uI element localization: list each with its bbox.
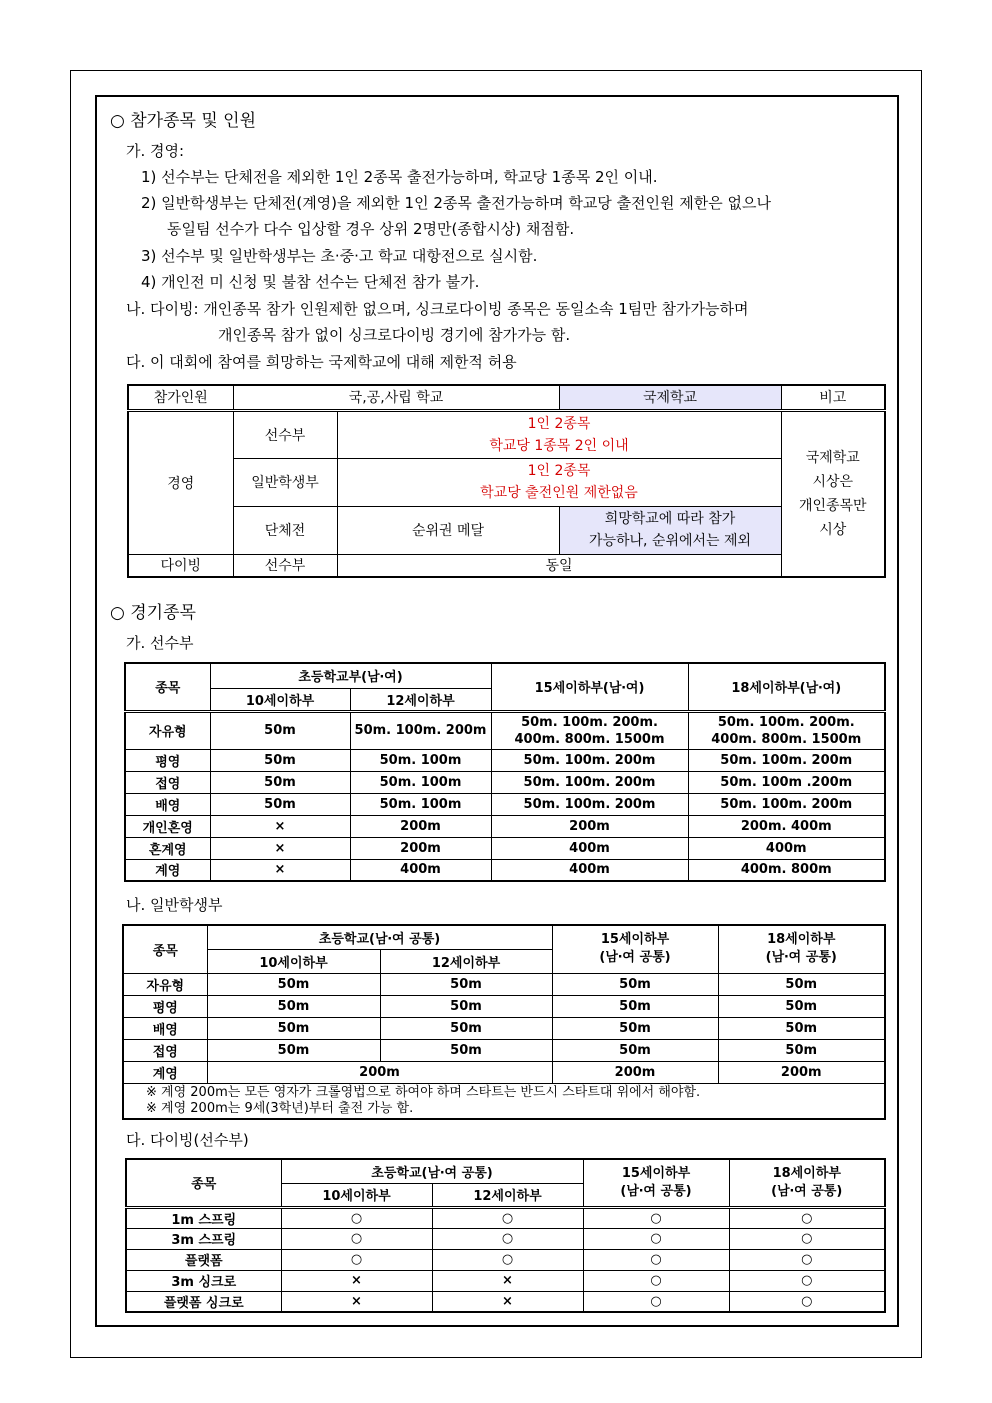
t3-relay-elem: 200m: [207, 1061, 552, 1083]
t2-event: 배영: [125, 793, 210, 815]
t3-header-u15: [552, 925, 718, 973]
t2-u10: ×: [210, 815, 350, 837]
t2-u12: 50m. 100m: [350, 793, 491, 815]
t2-u10: 50m: [210, 771, 350, 793]
t3-u18: 50m: [718, 973, 885, 995]
t2-event: 개인혼영: [125, 815, 210, 837]
t4-u10: ○: [281, 1249, 432, 1270]
t2-u12: 50m. 100m: [350, 771, 491, 793]
t4-header-u18-l1: 18세이하부: [772, 1165, 841, 1181]
t4-u10: ×: [281, 1270, 432, 1291]
t4-header-u15: [583, 1159, 729, 1207]
t3-u10: 50m: [207, 973, 380, 995]
swim-label: 경영: [128, 410, 233, 554]
t2-u15: 50m. 100m. 200m: [491, 749, 688, 771]
t3-u15: 50m: [552, 973, 718, 995]
t3-note-1: ※ 계영 200m는 모든 영자가 크롤영법으로 하여야 하며 스타트는 반드시 스타트대 위에서 해야함.: [146, 1084, 701, 1100]
t4-event: 3m 스프링: [126, 1228, 281, 1249]
t4-header-event: 종목: [126, 1159, 281, 1207]
t2-u10: ×: [210, 859, 350, 881]
t4-u18: ○: [729, 1270, 885, 1291]
t2-header-u18: 18세이하부(남‧여): [688, 663, 885, 711]
header-school: 국,공,사립 학교: [233, 385, 559, 410]
rule-1: 1) 선수부는 단체전을 제외한 1인 2종목 출전가능하며, 학교당 1종목 2인 이내.: [141, 168, 658, 186]
t2-u18: 400m. 800m: [688, 859, 885, 881]
rule-3: 3) 선수부 및 일반학생부는 초‧중‧고 학교 대항전으로 실시함.: [141, 247, 538, 265]
t2-header-elem: 초등학교부(남‧여): [210, 663, 491, 688]
t3-header-u15-l1: 15세이하부: [600, 932, 670, 948]
diving-value: 동일: [337, 554, 781, 577]
elite-value: [337, 410, 781, 458]
t3-relay-u15: 200m: [552, 1061, 718, 1083]
t4-event: 1m 스프링: [126, 1207, 281, 1228]
diving-heading: 다. 다이빙(선수부): [126, 1131, 249, 1149]
t4-header-u15-l1: 15세이하부: [621, 1165, 691, 1181]
t3-event: 배영: [123, 1017, 207, 1039]
general-label: 일반학생부: [233, 458, 337, 506]
t3-u15: 50m: [552, 995, 718, 1017]
t4-u15: ○: [583, 1228, 729, 1249]
t4-u12: ○: [432, 1207, 583, 1228]
t3-u18: 50m: [718, 995, 885, 1017]
t4-u18: ○: [729, 1228, 885, 1249]
t4-header-elem: 초등학교(남‧여 공통): [281, 1159, 583, 1183]
t2-header-u15: 15세이하부(남‧여): [491, 663, 688, 711]
t4-u12: ○: [432, 1249, 583, 1270]
t4-event: 3m 싱크로: [126, 1270, 281, 1291]
t3-header-event: 종목: [123, 925, 207, 973]
t3-event: 자유형: [123, 973, 207, 995]
diving-events-table: [125, 1158, 886, 1313]
t3-u12: 50m: [380, 973, 552, 995]
t3-note-2: ※ 계영 200m는 9세(3학년)부터 출전 가능 함.: [146, 1100, 414, 1116]
elite-value-l2: 학교당 1종목 2인 이내: [489, 437, 629, 454]
elite-heading: 가. 선수부: [126, 634, 194, 652]
t2-event: 자유형: [125, 711, 210, 749]
elite-value-l1: 1인 2종목: [527, 415, 591, 432]
t4-header-u10: 10세이하부: [281, 1183, 432, 1207]
diving-rule: 나. 다이빙: 개인종목 참가 인원제한 없으며, 싱크로다이빙 종목은 동일소속 1팀만 참가가능하며: [126, 300, 749, 318]
rule-2-cont: 동일팀 선수가 다수 입상할 경우 상위 2명만(종합시상) 채점함.: [167, 220, 575, 238]
note-l2: 시상은: [812, 473, 854, 490]
section-participation-title: ○ 참가종목 및 인원: [110, 111, 256, 131]
t2-u10: 50m: [210, 749, 350, 771]
intl-school-rule: 다. 이 대회에 참여를 희망하는 국제학교에 대해 제한적 허용: [126, 353, 517, 371]
t3-u18: 50m: [718, 1017, 885, 1039]
t2-u18: 50m. 100m .200m: [688, 771, 885, 793]
t2-event: 계영: [125, 859, 210, 881]
t3-event: 평영: [123, 995, 207, 1017]
t2-u15: 50m. 100m. 200m: [491, 771, 688, 793]
t4-u10: ○: [281, 1207, 432, 1228]
t4-u10: ×: [281, 1291, 432, 1312]
t3-u18: 50m: [718, 1039, 885, 1061]
t2-u18: 400m: [688, 837, 885, 859]
t3-u12: 50m: [380, 995, 552, 1017]
t3-header-u18-l2: (남‧여 공통): [765, 950, 837, 966]
t2-u18: 50m. 100m. 200m. 400m. 800m. 1500m: [688, 711, 885, 749]
t2-u10: 50m: [210, 793, 350, 815]
general-heading: 나. 일반학생부: [126, 896, 223, 914]
t3-header-elem: 초등학교(남‧여 공통): [207, 925, 552, 949]
t3-notes: [123, 1083, 885, 1119]
t2-u15: 50m. 100m. 200m: [491, 793, 688, 815]
t2-u12: 200m: [350, 815, 491, 837]
t2-u15: 50m. 100m. 200m. 400m. 800m. 1500m: [491, 711, 688, 749]
section-events-title: ○ 경기종목: [110, 603, 196, 623]
t3-header-u12: 12세이하부: [380, 949, 552, 973]
t3-header-u18: [718, 925, 885, 973]
t2-u12: 50m. 100m: [350, 749, 491, 771]
note-value: [781, 410, 885, 577]
general-value: [337, 458, 781, 506]
elite-label: 선수부: [233, 410, 337, 458]
swim-heading: 가. 경영:: [126, 142, 185, 160]
diving-label: 다이빙: [128, 554, 233, 577]
t4-u18: ○: [729, 1207, 885, 1228]
t4-u12: ×: [432, 1291, 583, 1312]
t3-u12: 50m: [380, 1039, 552, 1061]
t2-u12: 200m: [350, 837, 491, 859]
t3-u10: 50m: [207, 1039, 380, 1061]
team-intl-l1: 희망학교에 따라 참가: [604, 511, 736, 527]
general-events-table: [122, 924, 886, 1120]
t4-u15: ○: [583, 1270, 729, 1291]
t3-relay-u18: 200m: [718, 1061, 885, 1083]
header-intl: 국제학교: [559, 385, 781, 410]
t3-u15: 50m: [552, 1039, 718, 1061]
rule-2: 2) 일반학생부는 단체전(계영)을 제외한 1인 2종목 출전가능하며 학교당 출전인원 제한은 없으나: [141, 194, 772, 212]
t3-u10: 50m: [207, 1017, 380, 1039]
t3-u15: 50m: [552, 1017, 718, 1039]
t3-header-u18-l1: 18세이하부: [767, 932, 836, 948]
t4-u15: ○: [583, 1291, 729, 1312]
t2-u10: 50m: [210, 711, 350, 749]
t2-u12: 400m: [350, 859, 491, 881]
t4-u10: ○: [281, 1228, 432, 1249]
t3-header-u10: 10세이하부: [207, 949, 380, 973]
t4-u12: ×: [432, 1270, 583, 1291]
header-people: 참가인원: [128, 385, 233, 410]
t2-event: 혼계영: [125, 837, 210, 859]
general-value-l2: 학교당 출전인원 제한없음: [480, 485, 638, 501]
t2-event: 접영: [125, 771, 210, 793]
t4-u18: ○: [729, 1291, 885, 1312]
t4-u15: ○: [583, 1207, 729, 1228]
team-label: 단체전: [233, 506, 337, 554]
t2-u18: 50m. 100m. 200m: [688, 793, 885, 815]
t2-u18: 50m. 100m. 200m: [688, 749, 885, 771]
t2-event: 평영: [125, 749, 210, 771]
t4-u12: ○: [432, 1228, 583, 1249]
t4-u18: ○: [729, 1249, 885, 1270]
t4-u15: ○: [583, 1249, 729, 1270]
t4-header-u18: [729, 1159, 885, 1207]
t2-header-u10: 10세이하부: [210, 688, 350, 711]
rule-4: 4) 개인전 미 신청 및 불참 선수는 단체전 참가 불가.: [141, 273, 480, 291]
team-intl-value: [559, 506, 781, 554]
t4-header-u18-l2: (남‧여 공통): [771, 1183, 843, 1199]
t2-u18: 200m. 400m: [688, 815, 885, 837]
t4-header-u12: 12세이하부: [432, 1183, 583, 1207]
note-l3: 개인종목만: [798, 497, 867, 514]
participation-table: [127, 384, 886, 578]
team-intl-l2: 가능하나, 순위에서는 제외: [588, 533, 752, 549]
header-note: 비고: [781, 385, 885, 410]
t2-u12: 50m. 100m. 200m: [350, 711, 491, 749]
t2-u15: 400m: [491, 837, 688, 859]
t2-header-event: 종목: [125, 663, 210, 711]
t4-header-u15-l2: (남‧여 공통): [620, 1183, 692, 1199]
t2-u10: ×: [210, 837, 350, 859]
t3-header-u15-l2: (남‧여 공통): [599, 950, 671, 966]
t3-event: 접영: [123, 1039, 207, 1061]
team-school-value: 순위권 메달: [337, 506, 559, 554]
t2-header-u12: 12세이하부: [350, 688, 491, 711]
t4-event: 플랫폼: [126, 1249, 281, 1270]
note-l1: 국제학교: [805, 449, 860, 466]
general-value-l1: 1인 2종목: [527, 463, 591, 479]
note-l4: 시상: [819, 521, 847, 538]
diving-rule-cont: 개인종목 참가 없이 싱크로다이빙 경기에 참가가능 함.: [218, 326, 571, 344]
t3-u10: 50m: [207, 995, 380, 1017]
diving-elite-label: 선수부: [233, 554, 337, 577]
t2-u15: 200m: [491, 815, 688, 837]
elite-events-table: [124, 662, 886, 882]
t2-u15: 400m: [491, 859, 688, 881]
t3-relay-event: 계영: [123, 1061, 207, 1083]
t4-event: 플랫폼 싱크로: [126, 1291, 281, 1312]
t3-u12: 50m: [380, 1017, 552, 1039]
